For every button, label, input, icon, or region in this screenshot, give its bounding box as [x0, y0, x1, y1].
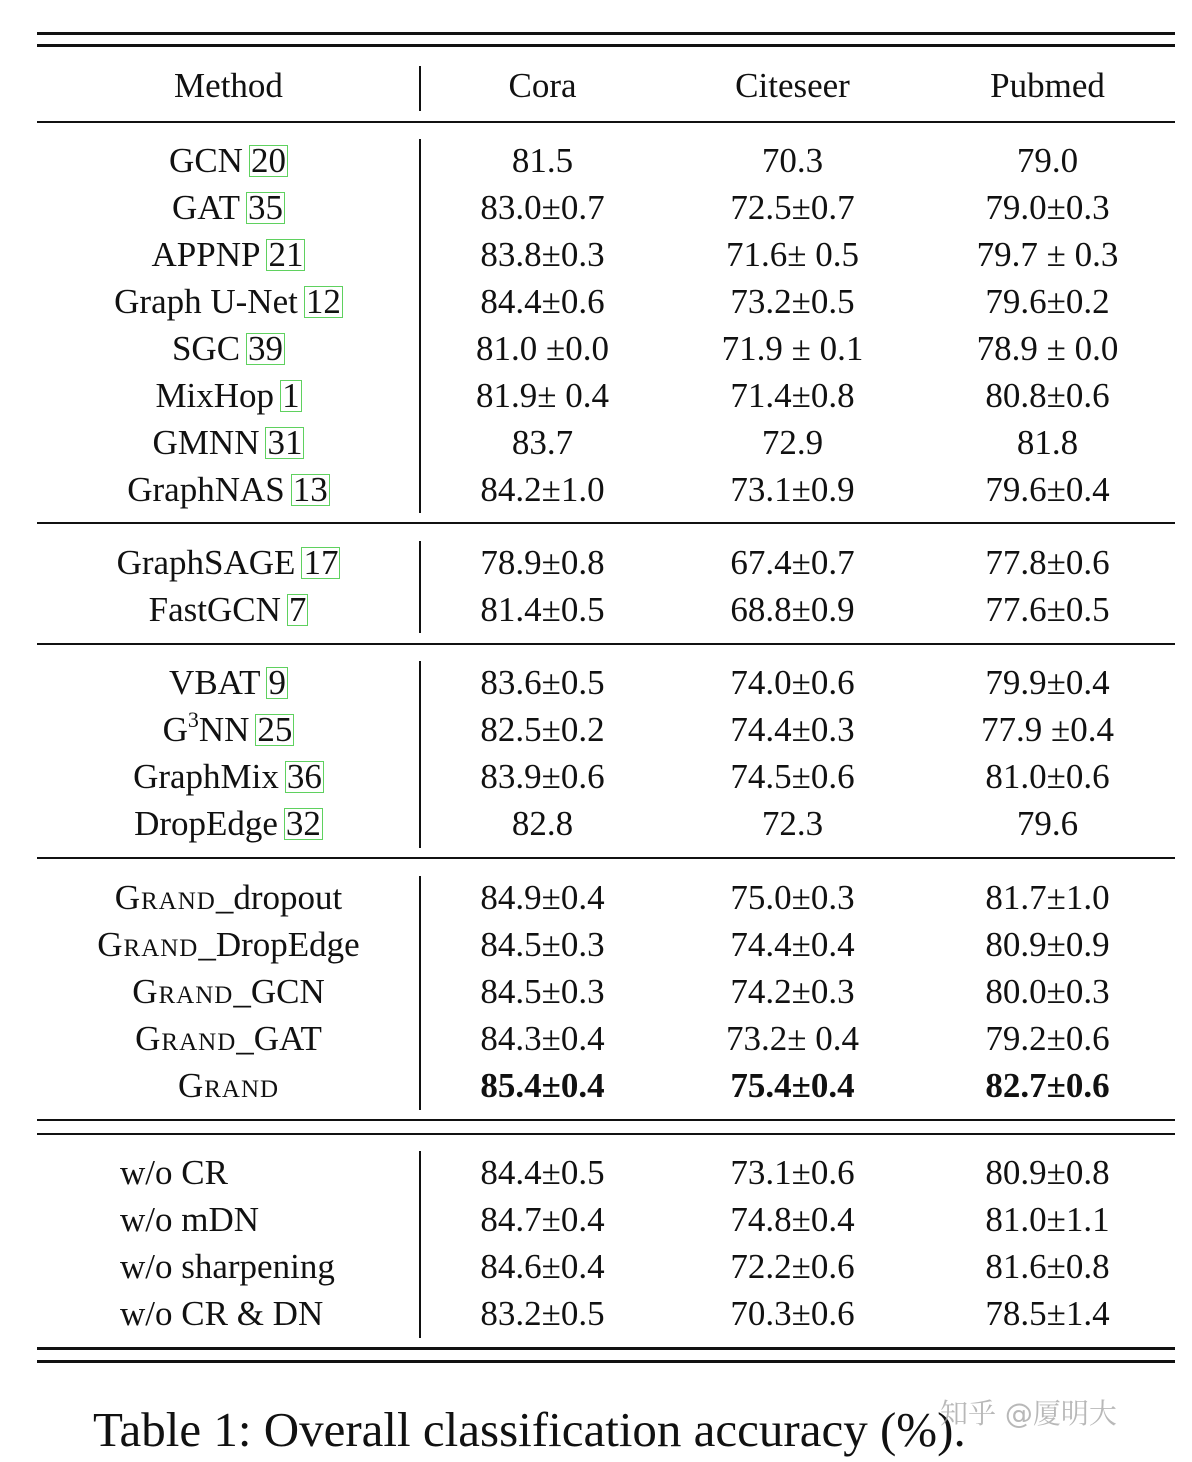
method-name: Grand_GCN	[132, 972, 325, 1011]
cora-value: 84.7±0.4	[480, 1200, 605, 1239]
method-name: GCN 20	[169, 141, 286, 180]
citation-link[interactable]: 39	[248, 329, 284, 368]
superscript: 3	[187, 707, 199, 732]
header-cora: Cora	[508, 66, 577, 105]
citeseer-value: 74.4±0.4	[730, 925, 855, 964]
table-row	[37, 419, 1175, 466]
citeseer-value: 68.8±0.9	[730, 590, 855, 629]
pubmed-value: 81.7±1.0	[985, 878, 1110, 917]
cora-value: 82.5±0.2	[480, 710, 605, 749]
method-name: SGC 39	[171, 329, 284, 368]
method-name: MixHop 1	[155, 376, 300, 415]
pubmed-value: 81.0±1.1	[985, 1200, 1110, 1239]
table-row	[37, 184, 1175, 231]
ablation-rule-2	[37, 1133, 1175, 1135]
method-name: APPNP 21	[151, 235, 304, 274]
citeseer-value: 73.1±0.6	[730, 1153, 855, 1192]
citeseer-value: 70.3	[761, 141, 824, 180]
citation-link[interactable]: 1	[282, 376, 300, 415]
method-name: GAT 35	[171, 188, 284, 227]
method-name: w/o CR	[120, 1153, 228, 1192]
top-rule-2	[37, 44, 1175, 47]
cora-value: 83.6±0.5	[480, 663, 605, 702]
pubmed-value: 78.9 ± 0.0	[976, 329, 1119, 368]
cora-value: 81.0 ±0.0	[476, 329, 609, 368]
pubmed-value: 81.6±0.8	[985, 1247, 1110, 1286]
table-row	[37, 659, 1175, 706]
citeseer-value: 73.2±0.5	[730, 282, 855, 321]
citeseer-value: 75.0±0.3	[730, 878, 855, 917]
citeseer-value: 72.5±0.7	[730, 188, 855, 227]
bottom-rule-1	[37, 1347, 1175, 1350]
table-row	[37, 968, 1175, 1015]
group-rule-2	[37, 643, 1175, 645]
table-row	[37, 921, 1175, 968]
cora-value: 84.4±0.6	[480, 282, 605, 321]
citeseer-value: 73.2± 0.4	[726, 1019, 859, 1058]
table-row	[37, 753, 1175, 800]
pubmed-value: 79.9±0.4	[985, 663, 1110, 702]
citation-link[interactable]: 31	[267, 423, 303, 462]
pubmed-value: 77.9 ±0.4	[981, 710, 1114, 749]
header-pubmed: Pubmed	[990, 66, 1105, 105]
method-name: GraphNAS 13	[127, 470, 328, 509]
table-row	[37, 706, 1175, 753]
citation-link[interactable]: 35	[248, 188, 284, 227]
pubmed-value: 79.7 ± 0.3	[976, 235, 1119, 274]
method-name: Grand_DropEdge	[97, 925, 360, 964]
header-citeseer: Citeseer	[735, 66, 850, 105]
citation-link[interactable]: 17	[303, 543, 339, 582]
citeseer-value: 72.3	[761, 804, 824, 843]
cora-value: 82.8	[511, 804, 574, 843]
pubmed-value: 77.8±0.6	[985, 543, 1110, 582]
method-name: GraphSAGE 17	[116, 543, 339, 582]
cora-value: 83.7	[511, 423, 574, 462]
pubmed-value: 80.0±0.3	[985, 972, 1110, 1011]
citation-link[interactable]: 12	[305, 282, 341, 321]
pubmed-value: 79.0	[1016, 141, 1079, 180]
citation-link[interactable]: 7	[288, 590, 307, 629]
method-name: w/o sharpening	[120, 1247, 335, 1286]
pubmed-value: 80.9±0.9	[985, 925, 1110, 964]
citeseer-value: 75.4±0.4	[730, 1066, 855, 1105]
citeseer-value: 70.3±0.6	[730, 1294, 855, 1333]
table-row	[37, 137, 1175, 184]
table-row-best	[37, 1062, 1175, 1109]
citeseer-value: 72.2±0.6	[730, 1247, 855, 1286]
cora-value: 83.0±0.7	[480, 188, 605, 227]
pubmed-value: 79.2±0.6	[985, 1019, 1110, 1058]
cora-value: 83.9±0.6	[480, 757, 605, 796]
table-row	[37, 1290, 1175, 1337]
cora-value: 84.3±0.4	[480, 1019, 605, 1058]
citation-link[interactable]: 21	[268, 235, 304, 274]
bottom-rule-2	[37, 1360, 1175, 1363]
pubmed-value: 81.0±0.6	[985, 757, 1110, 796]
pubmed-value: 79.6	[1016, 804, 1079, 843]
cora-value: 84.6±0.4	[480, 1247, 605, 1286]
table-row	[37, 1149, 1175, 1196]
citeseer-value: 67.4±0.7	[730, 543, 855, 582]
table-row	[37, 231, 1175, 278]
table-row	[37, 1015, 1175, 1062]
cora-value: 84.5±0.3	[480, 925, 605, 964]
header-rule	[37, 121, 1175, 123]
method-name: Graph U-Net 12	[114, 282, 341, 321]
method-name: Grand_dropout	[114, 878, 343, 917]
table-row	[37, 586, 1175, 633]
pubmed-value: 80.9±0.8	[985, 1153, 1110, 1192]
watermark: 知乎 @厦明大	[940, 1397, 1117, 1430]
table-row	[37, 800, 1175, 847]
citation-link[interactable]: 25	[257, 710, 293, 749]
cora-value: 84.4±0.5	[480, 1153, 605, 1192]
method-name: GMNN 31	[152, 423, 303, 462]
group-rule-3	[37, 857, 1175, 859]
citeseer-value: 73.1±0.9	[730, 470, 855, 509]
method-name: w/o CR & DN	[120, 1294, 324, 1333]
cora-value: 84.2±1.0	[480, 470, 605, 509]
citeseer-value: 72.9	[761, 423, 824, 462]
cora-value: 78.9±0.8	[480, 543, 605, 582]
citeseer-value: 74.4±0.3	[730, 710, 855, 749]
citeseer-value: 74.2±0.3	[730, 972, 855, 1011]
method-name: DropEdge 32	[134, 804, 321, 843]
method-name: FastGCN 7	[148, 590, 307, 629]
method-name: VBAT 9	[169, 663, 286, 702]
cora-value: 84.9±0.4	[480, 878, 605, 917]
citation-link[interactable]: 36	[286, 757, 322, 796]
pubmed-value: 77.6±0.5	[985, 590, 1110, 629]
pubmed-value: 82.7±0.6	[985, 1066, 1110, 1105]
pubmed-value: 79.6±0.4	[985, 470, 1110, 509]
citeseer-value: 71.6± 0.5	[726, 235, 859, 274]
citation-link[interactable]: 9	[268, 663, 286, 702]
cora-value: 81.9± 0.4	[476, 376, 609, 415]
table-header	[37, 62, 1175, 109]
pubmed-value: 79.0±0.3	[985, 188, 1110, 227]
cora-value: 81.4±0.5	[480, 590, 605, 629]
cora-value: 84.5±0.3	[480, 972, 605, 1011]
table-row	[37, 1243, 1175, 1290]
citation-link[interactable]: 20	[250, 141, 286, 180]
cora-value: 83.8±0.3	[480, 235, 605, 274]
method-name: GraphMix 36	[133, 757, 322, 796]
cora-value: 83.2±0.5	[480, 1294, 605, 1333]
citation-link[interactable]: 13	[292, 470, 328, 509]
method-name: Grand	[177, 1066, 280, 1105]
top-rule-1	[37, 32, 1175, 35]
table-row	[37, 466, 1175, 513]
method-name: w/o mDN	[120, 1200, 260, 1239]
table-row	[37, 278, 1175, 325]
pubmed-value: 81.8	[1016, 423, 1079, 462]
citeseer-value: 74.5±0.6	[730, 757, 855, 796]
citeseer-value: 71.4±0.8	[730, 376, 855, 415]
table-row	[37, 539, 1175, 586]
table-caption: Table 1: Overall classification accuracy (%).	[93, 1402, 966, 1457]
method-name: $G^3NN$ 25	[162, 707, 293, 749]
method-name: Grand_GAT	[135, 1019, 322, 1058]
group-rule-1	[37, 522, 1175, 524]
header-method: Method	[174, 66, 283, 105]
cora-value: 81.5	[511, 141, 574, 180]
pubmed-value: 80.8±0.6	[985, 376, 1110, 415]
cora-value: 85.4±0.4	[480, 1066, 605, 1105]
pubmed-value: 78.5±1.4	[985, 1294, 1110, 1333]
table-row	[37, 325, 1175, 372]
table-row	[37, 372, 1175, 419]
citeseer-value: 74.0±0.6	[730, 663, 855, 702]
table-row	[37, 1196, 1175, 1243]
citeseer-value: 71.9 ± 0.1	[721, 329, 864, 368]
citeseer-value: 74.8±0.4	[730, 1200, 855, 1239]
table-row	[37, 874, 1175, 921]
citation-link[interactable]: 32	[285, 804, 321, 843]
pubmed-value: 79.6±0.2	[985, 282, 1110, 321]
ablation-rule-1	[37, 1119, 1175, 1121]
